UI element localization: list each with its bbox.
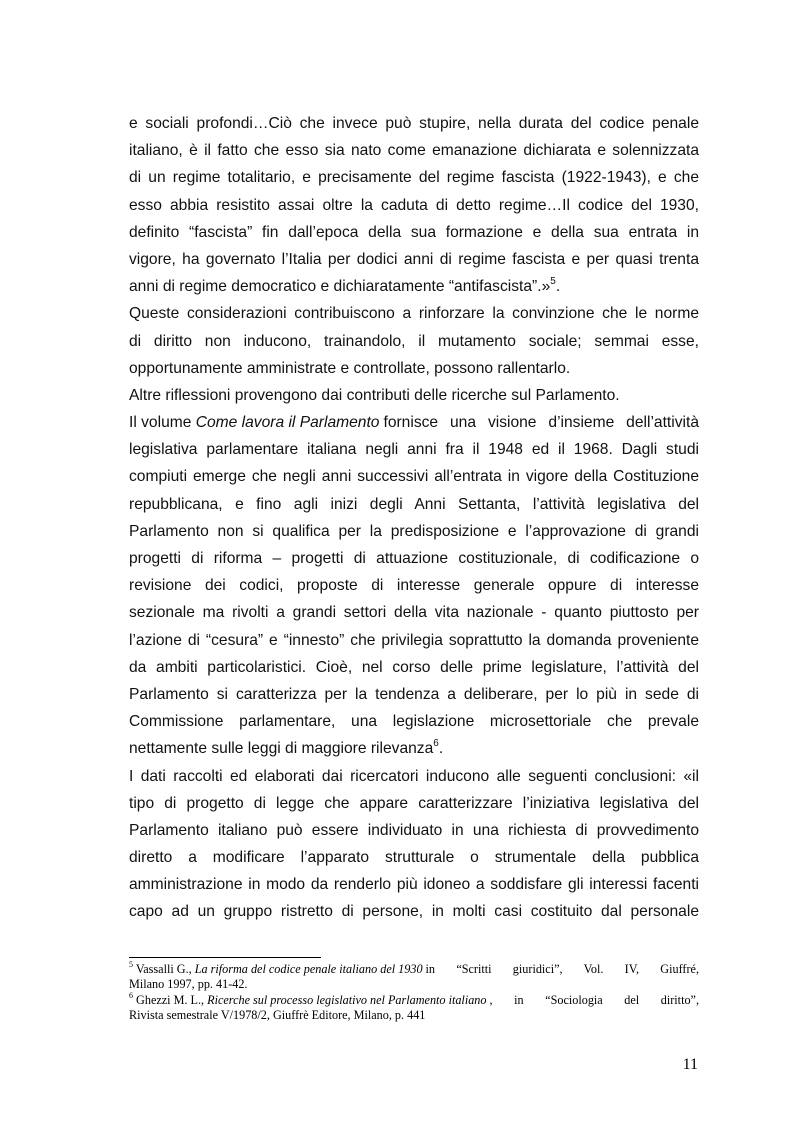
text-line: italiano, è il fatto che esso sia nato come emanazione dichiarata e solennizzata xyxy=(129,142,699,160)
text-line: sezionale ma rivolti a grandi settori della vita nazionale - quanto piuttosto per xyxy=(129,604,699,622)
text-line: di diritto non inducono, trainandolo, il mutamento sociale; semmai esse, xyxy=(129,332,699,350)
text-line: anni di regime democratico e dichiaratamente “antifascista”.»$^5$. xyxy=(129,275,561,296)
footnote-title: La riforma del codice penale italiano del 1930 xyxy=(194,962,423,976)
text-line: I dati raccolti ed elaborati dai ricercatori inducono alle seguenti conclusioni: «il xyxy=(129,767,699,785)
text-line: progetti di riforma – progetti di attuazione costituzionale, di codificazione o xyxy=(129,550,699,567)
book-title: Come lavora il Parlamento xyxy=(195,414,380,432)
text-line: revisione dei codici, proposte di interesse generale oppure di interesse xyxy=(129,577,699,595)
text-line: diretto a modificare l’apparato strutturale o strumentale della pubblica xyxy=(129,849,699,867)
text-line: Parlamento si caratterizza per la tendenza a deliberare, per lo più in sede di xyxy=(129,685,699,703)
text-line: repubblicana, e fino agli inizi degli Anni Settanta, l’attività legislativa del xyxy=(129,495,699,513)
body-text xyxy=(129,110,699,926)
footnotes xyxy=(129,959,699,1024)
page-number: 11 xyxy=(682,1056,698,1073)
text-line: Queste considerazioni contribuiscono a rinforzare la convinzione che le norme xyxy=(129,305,699,323)
text-line: tipo di progetto di legge che appare caratterizzare l’iniziativa legislativa del xyxy=(129,794,699,812)
footnote-title: Ricerche sul processo legislativo nel Parlamento italiano xyxy=(207,992,487,1007)
footnote-ref-6[interactable]: 6 xyxy=(433,738,439,750)
text-line: amministrazione in modo da renderlo più idoneo a soddisfare gli interessi facenti xyxy=(129,876,699,894)
text-line: legislativa parlamentare italiana negli anni fra il 1948 ed il 1968. Dagli studi xyxy=(129,441,699,459)
text-line: da ambiti particolaristici. Cioè, nel corso delle prime legislature, l’attività del xyxy=(129,658,699,676)
text-line: nettamente sulle leggi di maggiore rilevanza$^6$. xyxy=(129,738,444,758)
footnote-separator xyxy=(129,957,321,958)
footnote-ref-5[interactable]: 5 xyxy=(550,275,556,287)
text-line: compiuti emerge che negli anni successivi all’entrata in vigore della Costituzione xyxy=(129,468,699,486)
text-line: Il volume Come lavora il Parlamento fornisce una visione d’insieme dell’attività xyxy=(129,414,699,432)
text-line: Parlamento italiano può essere individuato in una richiesta di provvedimento xyxy=(129,821,699,839)
text-line: di un regime totalitario, e precisamente del regime fascista (1922-1943), e che xyxy=(129,169,699,187)
text-line: Altre riflessioni provengono dai contributi delle ricerche sul Parlamento. xyxy=(129,386,620,404)
footnote-6: $^6$ Ghezzi M. L., Ricerche sul processo legislativo nel Parlamento italiano , in “Sociologia del diritto”, Rivista semestrale V/1978/2, Giuffrè Editore, Milano, p. 441 xyxy=(129,990,699,1023)
text-line: Parlamento non si qualifica per la predisposizione e l’approvazione di grandi xyxy=(129,522,699,540)
text-line: capo ad un gruppo ristretto di persone, in molti casi costituito dal personale xyxy=(129,903,699,921)
footnote-5: $^5$ Vassalli G., La riforma del codice penale italiano del 1930 in “Scritti giuridici”, Vol. IV, Giuffré, Milano 1997, pp. 41-42. xyxy=(129,959,699,992)
text-line: esso abbia resistito assai oltre la caduta di detto regime…Il codice del 1930, xyxy=(129,196,699,214)
footnote-number: 6 xyxy=(129,990,133,1000)
text-line: Commissione parlamentare, una legislazione microsettoriale che prevale xyxy=(129,713,699,731)
text-line: vigore, ha governato l’Italia per dodici anni di regime fascista e per quasi trenta xyxy=(129,250,699,268)
footnote-number: 5 xyxy=(129,959,133,969)
text-line: e sociali profondi…Ciò che invece può stupire, nella durata del codice penale xyxy=(129,115,699,132)
text-line: opportunamente amministrate e controllate, possono rallentarlo. xyxy=(129,359,571,377)
text-line: definito “fascista” fin dall’epoca della sua formazione e della sua entrata in xyxy=(129,223,699,241)
text-line: l’azione di “cesura” e “innesto” che privilegia soprattutto la domanda proveniente xyxy=(129,631,699,649)
